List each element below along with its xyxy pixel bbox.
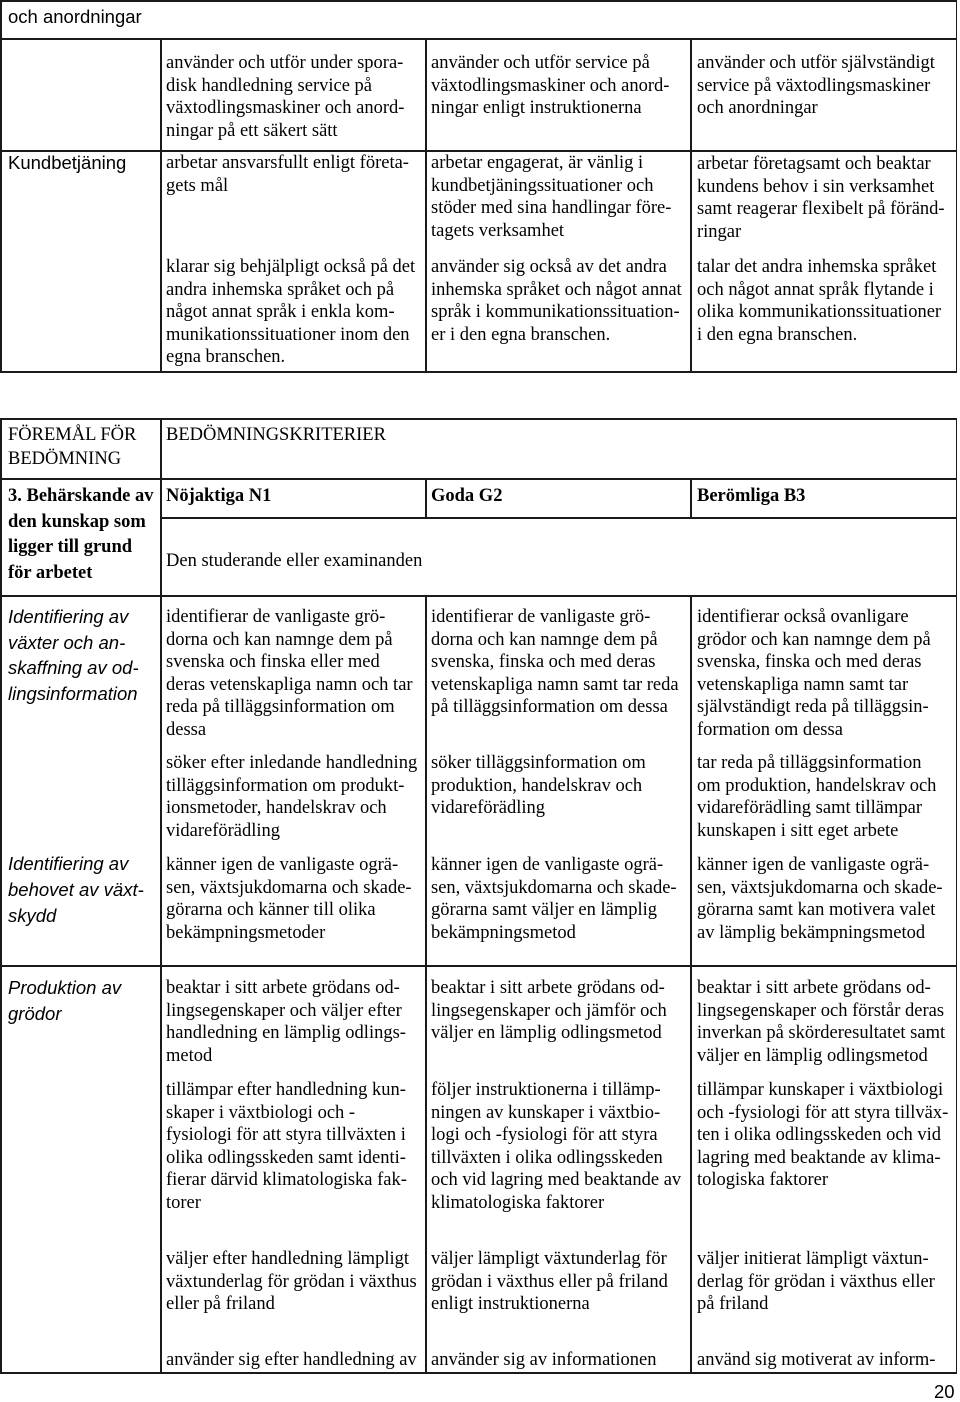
table-rule xyxy=(690,38,692,372)
criteria-g2: beaktar i sitt arbete grödans od- lingsegenskaper och jämför och väljer en lämplig odlingsmetod xyxy=(431,978,667,1044)
table-rule xyxy=(425,595,427,1373)
criteria-g2: följer instruktionerna i tillämp- ningen av kunskaper i växtbio- logi och -fysiologi för att styra tillväxten i olika odlingsskeden och vid lagring med beaktande av klimatologiska faktorer xyxy=(431,1080,682,1213)
target-plant-identification: Identifiering av växter och an- skaffning av od- lingsinformation xyxy=(8,606,139,704)
criteria-b3: identifierar också ovanligare grödor och kan namnge dem på svenska, finska och med deras vetenskapliga namn samt tar självständigt reda på tilläggsin- formation om dessa xyxy=(697,607,931,740)
criteria-n1: beaktar i sitt arbete grödans od- lingsegenskaper och väljer efter handledning en lämplig odlings- metod xyxy=(166,978,406,1066)
header-assessment-target: FÖREMÅL FÖR BEDÖMNING xyxy=(8,425,137,469)
criteria-b3: väljer initierat lämpligt växtun- derlag för grödan i växthus eller på friland xyxy=(697,1249,935,1315)
table-rule xyxy=(0,418,957,420)
criteria-b3: känner igen de vanligaste ogrä- sen, växtsjukdomarna och skade- görarna samt kan motivera valet av lämplig bekämpningsmetod xyxy=(697,855,943,943)
criteria-n1: känner igen de vanligaste ogrä- sen, växtsjukdomarna och skade- görarna och känner till olika bekämpningsmetoder xyxy=(166,855,412,943)
criteria-n1: tillämpar efter handledning kun- skaper i växtbiologi och - fysiologi för att styra tillväxten i olika odlingsskeden samt identi- fierar därvid klimatologiska fak- torer xyxy=(166,1080,407,1213)
table-rule xyxy=(956,0,958,372)
table-rule xyxy=(0,418,2,1373)
table-rule xyxy=(0,371,957,373)
criteria-g2: känner igen de vanligaste ogrä- sen, växtsjukdomarna och skade- görarna samt väljer en lämplig bekämpningsmetod xyxy=(431,855,677,943)
language-criteria-n1: klarar sig behjälpligt också på det andra inhemska språket och på något annat språk i enkla kom- munikationssituationer inom den egna branschen. xyxy=(166,257,416,368)
page-number: 20 xyxy=(934,1381,955,1402)
criteria-n1: använder sig efter handledning av xyxy=(166,1350,417,1370)
table-rule xyxy=(0,595,957,597)
level-n1: Nöjaktiga N1 xyxy=(166,486,272,506)
criteria-b3: använd sig motiverat av inform- xyxy=(697,1350,936,1370)
section-title: 3. Behärskande av den kunskap som ligger till grund för arbetet xyxy=(8,486,154,583)
criteria-subject: Den studerande eller examinanden xyxy=(166,551,423,571)
kundbetjaning-criteria-n1: arbetar ansvarsfullt enligt företa- gets mål xyxy=(166,153,409,196)
service-criteria-b3: använder och utför självständigt service på växtodlingsmaskiner och anordningar xyxy=(697,53,935,119)
criteria-n1: identifierar de vanligaste grö- dorna och kan namnge dem på svenska och finska eller med deras vetenskapliga namn och tar reda på tilläggsinformation om dessa xyxy=(166,607,413,740)
criteria-b3: tillämpar kunskaper i växtbiologi och -fysiologi för att styra tillväx- ten i olika odlingsskeden och vid lagring med beaktande av klima- tologiska faktorer xyxy=(697,1080,949,1191)
table-rule xyxy=(160,418,162,1373)
target-plant-protection: Identifiering av behovet av växt- skydd xyxy=(8,853,144,926)
level-g2: Goda G2 xyxy=(431,486,503,506)
table-rule xyxy=(0,0,957,2)
criteria-g2: använder sig av informationen xyxy=(431,1350,657,1370)
target-crop-production: Produktion av grödor xyxy=(8,977,122,1024)
table-rule xyxy=(0,478,957,480)
header-assessment-criteria: BEDÖMNINGSKRITERIER xyxy=(166,425,386,445)
kundbetjaning-row-label: Kundbetjäning xyxy=(8,152,127,173)
table-rule xyxy=(160,38,162,372)
criteria-g2: söker tilläggsinformation om produktion, handelskrav och vidareförädling xyxy=(431,753,646,819)
service-criteria-g2: använder och utför service på växtodlingsmaskiner och anord- ningar enligt instruktionerna xyxy=(431,53,670,119)
continued-row-label: och anordningar xyxy=(8,6,142,27)
level-b3: Berömliga B3 xyxy=(697,486,806,506)
criteria-b3: tar reda på tilläggsinformation om produktion, handelskrav och vidareförädling samt tillämpar kunskapen i sitt eget arbete xyxy=(697,753,937,841)
criteria-g2: identifierar de vanligaste grö- dorna och kan namnge dem på svenska, finska och med deras vetenskapliga namn samt tar reda på tilläggsinformation om dessa xyxy=(431,607,679,718)
table-rule xyxy=(0,1372,957,1374)
table-rule xyxy=(0,965,957,967)
table-rule xyxy=(690,478,692,517)
table-rule xyxy=(160,517,957,519)
table-rule xyxy=(956,418,958,1373)
table-rule xyxy=(425,38,427,372)
table-rule xyxy=(425,478,427,517)
criteria-b3: beaktar i sitt arbete grödans od- lingsegenskaper och förstår deras inverkan på skörderesultatet samt väljer en lämplig odlingsmetod xyxy=(697,978,946,1066)
table-rule xyxy=(690,595,692,1373)
table-rule xyxy=(0,38,957,40)
criteria-n1: söker efter inledande handledning tilläggsinformation om produkt- ionsmetoder, handelskrav och vidareförädling xyxy=(166,753,418,841)
criteria-g2: väljer lämpligt växtunderlag för grödan i växthus eller på friland enligt instruktionerna xyxy=(431,1249,668,1315)
kundbetjaning-criteria-b3: arbetar företagsamt och beaktar kundens behov i sin verksamhet samt reagerar flexibelt på föränd- ringar xyxy=(697,154,945,242)
language-criteria-b3: talar det andra inhemska språket och något annat språk flytande i olika kommunikationssituationer i den egna branschen. xyxy=(697,257,942,345)
service-criteria-n1: använder och utför under spora- disk handledning service på växtodlingsmaskiner och anord- ningar på ett säkert sätt xyxy=(166,53,405,141)
kundbetjaning-criteria-g2: arbetar engagerat, är vänlig i kundbetjäningssituationer och stöder med sina handlingar före- tagets verksamhet xyxy=(431,153,672,241)
table-rule xyxy=(0,0,2,372)
language-criteria-g2: använder sig också av det andra inhemska språket och något annat språk i kommunikationssituation- er i den egna branschen. xyxy=(431,257,682,345)
criteria-n1: väljer efter handledning lämpligt växtunderlag för grödan i växthus eller på friland xyxy=(166,1249,417,1315)
